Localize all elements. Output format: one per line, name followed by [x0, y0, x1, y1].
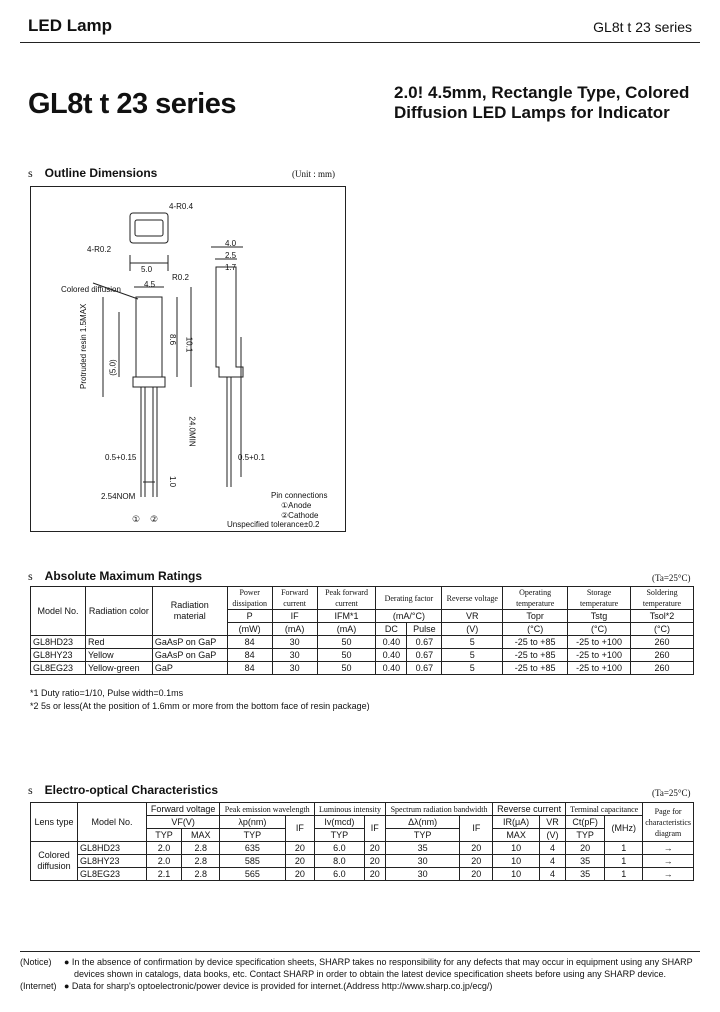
eo-heading: s Electro-optical Characteristics [28, 783, 219, 797]
th-tstg: Storage temperature [568, 587, 631, 610]
dim-lead-width-left: 0.5+0.15 [105, 453, 137, 462]
notice-label: (Notice) [20, 957, 52, 967]
dim-width-50: 5.0 [141, 265, 153, 274]
th-tsol: Soldering temperature [631, 587, 694, 610]
th-lum: Luminous intensity [315, 803, 386, 816]
pin-2-marker: ② [150, 514, 159, 524]
eo-condition: (Ta=25°C) [652, 788, 691, 798]
amr-table: Model No. Radiation color Radiation material Power dissipation Forward current Peak forward current Derating factor Reverse voltage Operating temperature Storage temperature Soldering temperature P IF IFM*1 (mA/°C) VR Topr Tstg Tsol*2 (mW) (mA) (mA) DC Pulse (V) (°C) (°C) (°C) GL8HD23 Red GaAsP on GaP 84 30 50 0.40 0.67 5 -25 to +85 -25 to +100 260 GL8HY23 Yellow GaAsP on GaP 84 30 50 0.40 0.67 5 -25 to +85 -25 to +100 260 GL8EG23 Yellow-green GaP 84 30 50 0.40 0.67 5 -25 to +85 -25 to +100 260 [30, 586, 694, 675]
internet-line[interactable]: ● Data for sharp's optoelectronic/power device is provided for internet.(Address http://www.sharp.co.jp/ecg/) [64, 981, 493, 991]
dim-width-45: 4.5 [144, 280, 156, 289]
dim-pin-pitch: 2.54NOM [101, 492, 136, 501]
amr-note-1: *1 Duty ratio=1/10, Pulse width=0.1ms [30, 688, 184, 698]
diffusion-label: Colored diffusion [61, 285, 121, 294]
th-term: Terminal capacitance [566, 803, 643, 816]
th-model: Model No. [31, 587, 86, 636]
th-vf: Forward voltage [147, 803, 220, 816]
th-eo-model: Model No. [78, 803, 147, 842]
th-lens: Lens type [31, 803, 78, 842]
footer-divider [20, 951, 700, 952]
page-ref-link[interactable]: → [643, 868, 694, 881]
th-derate: Derating factor [376, 587, 442, 610]
internet-label: (Internet) [20, 981, 57, 991]
outline-heading: s Outline Dimensions [28, 166, 158, 180]
page-subtitle: 2.0! 4.5mm, Rectangle Type, Colored Diffusion LED Lamps for Indicator [394, 83, 690, 122]
series-ref: GL8t t 23 series [593, 19, 692, 35]
th-power: Power dissipation [227, 587, 272, 610]
amr-row: GL8HY23 Yellow GaAsP on GaP 84 30 50 0.40 0.67 5 -25 to +85 -25 to +100 260 [31, 649, 694, 662]
eo-table: Lens type Model No. Forward voltage Peak emission wavelength Luminous intensity Spectrum radiation bandwidth Reverse current Terminal capacitance Page for characteristics diagram VF(V) λp(nm) IF Iv(mcd) IF Δλ(nm) IF IR(μA) VR Ct(pF) (MHz) TYP MAX TYP TYP TYP MAX (V) TYP Colored diffusion GL8HD23 2.0 2.8 635 20 6.0 20 35 20 10 4 20 1 → GL8HY23 2.0 2.8 585 20 8.0 20 30 20 10 4 35 1 → GL8EG23 2.1 2.8 565 20 6.0 20 30 20 10 4 35 1 → [30, 802, 694, 881]
pin-connections-title: Pin connections [271, 491, 328, 500]
unit-note: (Unit : mm) [292, 169, 335, 179]
dim-height-86: 8.6 [168, 333, 178, 346]
dim-side-40: 4.0 [225, 239, 237, 248]
page-ref-link[interactable]: → [643, 842, 694, 855]
th-color: Radiation color [85, 587, 152, 636]
pin-cathode: ②Cathode [281, 511, 319, 520]
product-line: LED Lamp [28, 16, 113, 35]
eo-row: GL8EG23 2.1 2.8 565 20 6.0 20 30 20 10 4 35 1 → [31, 868, 694, 881]
th-ifm: Peak forward current [317, 587, 376, 610]
th-ref: Page for characteristics diagram [643, 803, 694, 842]
notice-line-1: ● In the absence of confirmation by device specification sheets, SHARP takes no responsibility for any defects that may occur in equipment using any SHARP [64, 957, 693, 967]
th-if: Forward current [272, 587, 317, 610]
th-vr: Reverse voltage [442, 587, 503, 610]
dim-height-101: 10.1 [184, 336, 194, 353]
dim-side-17: 1.7 [225, 263, 237, 272]
header-divider [20, 42, 700, 43]
resin-label: Protruded resin 1.5MAX [79, 303, 88, 389]
dim-corner-r02: R0.2 [172, 273, 189, 282]
dim-lead-length: 24.0MIN [187, 416, 197, 447]
amr-note-2: *2 5s or less(At the position of 1.6mm or more from the bottom face of resin package) [30, 701, 370, 711]
th-material: Radiation material [152, 587, 227, 636]
dim-side-25: 2.5 [225, 251, 237, 260]
outline-drawing-frame [30, 186, 346, 532]
amr-row: GL8HD23 Red GaAsP on GaP 84 30 50 0.40 0.67 5 -25 to +85 -25 to +100 260 [31, 636, 694, 649]
lens-type: Colored diffusion [31, 842, 78, 881]
pin-anode: ①Anode [281, 501, 312, 510]
dim-lead-width-right: 0.5+0.1 [238, 453, 265, 462]
tolerance-note: Unspecified tolerance±0.2 [227, 520, 320, 529]
dim-height-10: 1.0 [168, 475, 178, 488]
th-spec: Spectrum radiation bandwidth [385, 803, 492, 816]
dim-height-50: (5.0) [108, 359, 118, 376]
page-title: GL8t t 23 series [28, 88, 236, 120]
pin-1-marker: ① [132, 514, 141, 524]
amr-heading: s Absolute Maximum Ratings [28, 569, 203, 583]
eo-row: GL8HY23 2.0 2.8 585 20 8.0 20 30 20 10 4 35 1 → [31, 855, 694, 868]
notice-line-2: devices shown in catalogs, data books, etc. Contact SHARP in order to obtain the latest device specification sheets before using any SHARP device. [74, 969, 667, 979]
amr-condition: (Ta=25°C) [652, 573, 691, 583]
dim-r02: 4-R0.2 [87, 245, 112, 254]
th-rev: Reverse current [493, 803, 566, 816]
dim-r04: 4-R0.4 [169, 202, 194, 211]
th-topr: Operating temperature [503, 587, 568, 610]
amr-row: GL8EG23 Yellow-green GaP 84 30 50 0.40 0.67 5 -25 to +85 -25 to +100 260 [31, 662, 694, 675]
th-peak: Peak emission wavelength [220, 803, 315, 816]
page-ref-link[interactable]: → [643, 855, 694, 868]
eo-row: Colored diffusion GL8HD23 2.0 2.8 635 20 6.0 20 35 20 10 4 20 1 → [31, 842, 694, 855]
